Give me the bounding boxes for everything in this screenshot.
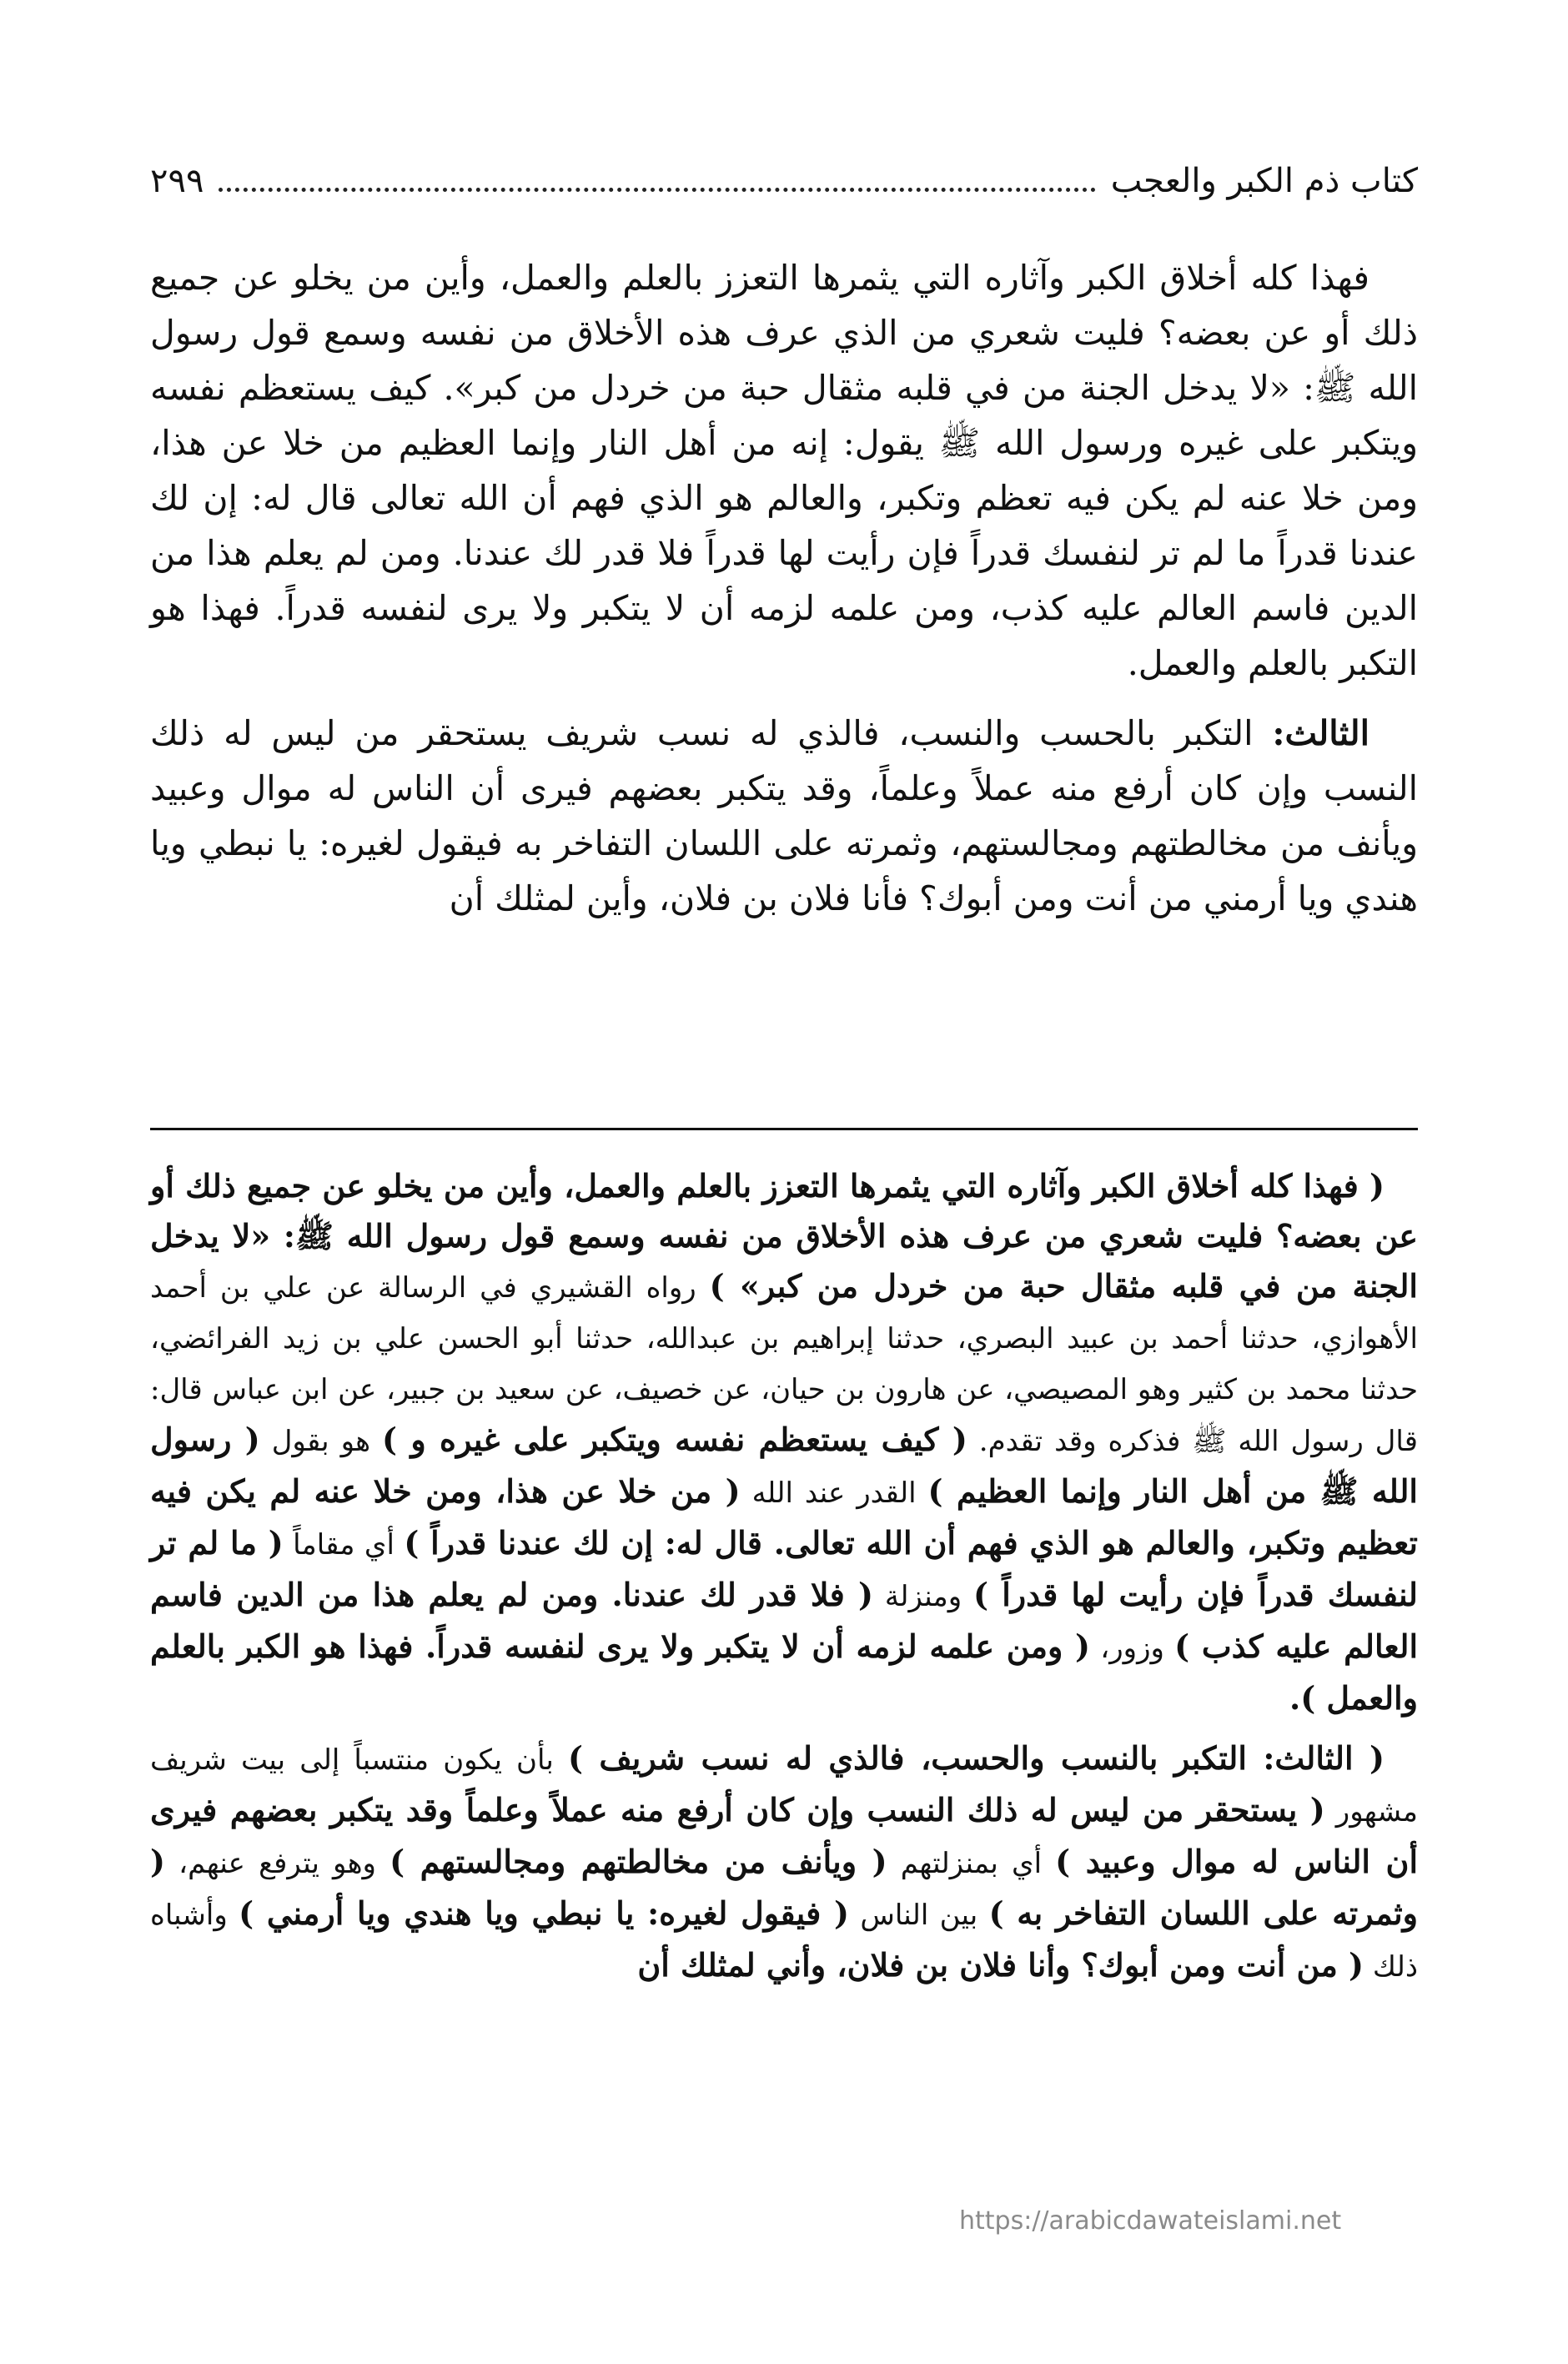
commentary-paragraph-1 xyxy=(150,1161,1418,1723)
commentary-note: بأن يكون منتسباً إلى بيت شريف مشهور xyxy=(150,1743,1418,1828)
quoted-text: ( من خلا عن هذا، ومن خلا عنه لم يكن فيه تعظيم وتكبر، والعالم هو الذي فهم أن الله تعالى. قال له: إن لك عندنا قدراً ) xyxy=(150,1472,1418,1562)
commentary-note: ومنزلة xyxy=(873,1580,973,1613)
commentary-note: وهو يترفع عنهم، xyxy=(164,1847,390,1880)
quoted-text: ( كيف يستعظم نفسه ويتكبر على غيره و ) xyxy=(382,1421,967,1458)
commentary-note: هو بقول xyxy=(259,1425,383,1458)
quoted-text: ( ما لم تر لنفسك قدراً فإن رأيت لها قدراً ) xyxy=(150,1524,1418,1613)
page-number: ٢٩٩ xyxy=(150,162,204,200)
running-title: كتاب ذم الكبر والعجب xyxy=(1110,162,1418,200)
quoted-text: ( يستحقر من ليس له ذلك النسب وإن كان أرفع منه عملاً وعلماً وقد يتكبر بعضهم فيرى أن الناس له موال وعبيد ) xyxy=(150,1791,1418,1880)
page-header xyxy=(150,150,1418,200)
watermark-url: https://arabicdawateislami.net xyxy=(959,2206,1342,2236)
commentary-note: أي بمنزلتهم xyxy=(887,1847,1056,1880)
main-paragraph-1: فهذا كله أخلاق الكبر وآثاره التي يثمرها التعزز بالعلم والعمل، وأين من يخلو عن جميع ذلك أو عن بعضه؟ فليت شعري من الذي عرف هذه الأخلاق من نفسه وسمع قول رسول الله ﷺ: «لا يدخل الجنة من في قلبه مثقال حبة من خردل من كبر». كيف يستعظم نفسه ويتكبر على غيره ورسول الله ﷺ يقول: إنه من أهل النار وإنما العظيم من خلا عن هذا، ومن خلا عنه لم يكن فيه تعظم وتكبر، والعالم هو الذي فهم أن الله تعالى قال له: إن لك عندنا قدراً ما لم تر لنفسك قدراً فإن رأيت لها قدراً فلا قدر لك عندنا. ومن لم يعلم هذا من الدين فاسم العالم عليه كذب، ومن علمه لزمه أن لا يتكبر ولا يرى لنفسه قدراً. فهذا هو التكبر بالعلم والعمل. xyxy=(150,258,1418,683)
commentary-text xyxy=(150,1161,1418,2002)
commentary-paragraph-2 xyxy=(150,1733,1418,1992)
quoted-text: ( ومن علمه لزمه أن لا يتكبر ولا يرى لنفسه قدراً. فهذا هو الكبر بالعلم والعمل ). xyxy=(150,1627,1418,1717)
section-label-third: الثالث: xyxy=(1272,713,1369,753)
quoted-text: ( رسول الله ﷺ من أهل النار وإنما العظيم ) xyxy=(150,1421,1418,1510)
leader-dots xyxy=(219,188,1095,192)
quoted-text: ( ويأنف من مخالطتهم ومجالستهم ) xyxy=(389,1843,887,1880)
quoted-text: ( فهذا كله أخلاق الكبر وآثاره التي يثمرها التعزز بالعلم والعمل، وأين من يخلو عن جميع ذلك أو عن بعضه؟ فليت شعري من عرف هذه الأخلاق من نفسه وسمع قول رسول الله ﷺ: «لا يدخل الجنة من في قلبه مثقال حبة من خردل من كبر» ) xyxy=(150,1167,1418,1305)
main-paragraph-2-text: التكبر بالحسب والنسب، فالذي له نسب شريف يستحقر من ليس له ذلك النسب وإن كان أرفع منه عملاً وعلماً، وقد يتكبر بعضهم فيرى أن الناس له موال وعبيد ويأنف من مخالطتهم ومجالستهم، وثمرته على اللسان التفاخر به فيقول لغيره: يا نبطي ويا هندي ويا أرمني من أنت ومن أبوك؟ فأنا فلان بن فلان، وأين لمثلك أن xyxy=(150,713,1418,918)
quoted-text: ( من أنت ومن أبوك؟ وأنا فلان بن فلان، وأني لمثلك أن xyxy=(637,1946,1364,1984)
commentary-note: وأشباه ذلك xyxy=(150,1899,1418,1984)
main-text xyxy=(150,250,1418,941)
separator-line xyxy=(150,1128,1418,1130)
commentary-note: بين الناس xyxy=(849,1899,989,1932)
quoted-text: ( فلا قدر لك عندنا. ومن لم يعلم هذا من الدين فاسم العالم عليه كذب ) xyxy=(150,1576,1419,1665)
commentary-note: أي مقاماً xyxy=(283,1528,405,1562)
commentary-note: وزور، xyxy=(1090,1632,1175,1665)
main-paragraph-2 xyxy=(150,706,1418,926)
quoted-text: ( الثالث: التكبر بالنسب والحسب، فالذي له نسب شريف ) xyxy=(567,1739,1385,1777)
commentary-note: رواه القشيري في الرسالة عن علي بن أحمد الأهوازي، حدثنا أحمد بن عبيد البصري، حدثنا إبراهيم بن عبدالله، حدثنا أبو الحسن علي بن زيد الفرائضي، حدثنا محمد بن كثير وهو المصيصي، عن هارون بن حيان، عن خصيف، عن سعيد بن جبير، عن ابن عباس قال: قال رسول الله ﷺ فذكره وقد تقدم. xyxy=(150,1271,1418,1458)
quoted-text: ( فيقول لغيره: يا نبطي ويا هندي ويا أرمني ) xyxy=(239,1894,849,1932)
commentary-note: القدر عند الله xyxy=(740,1476,928,1510)
quoted-text: ( وثمرته على اللسان التفاخر به ) xyxy=(150,1843,1419,1932)
